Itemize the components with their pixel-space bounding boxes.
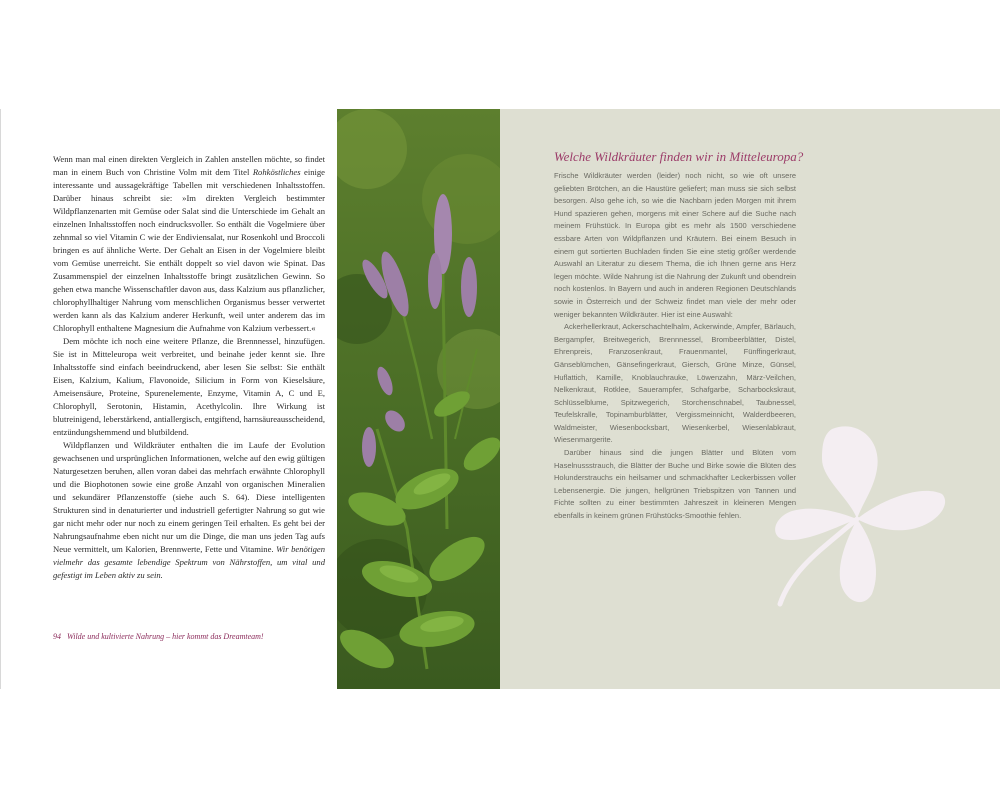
book-spread (0, 109, 1000, 689)
left-paragraph-3: Wildpflanzen und Wildkräuter enthalten die im Laufe der Evolution gewachsenen und ursprünglichen Informationen, welche auf den ewig gültigen Naturgesetzen beruhen, allen voran dabei das mehrfach erwähnte Chlorophyll und die Biophotonen sowie eine große Anzahl von organischen Mineralien und sekundärer Pflanzenstoffe (siehe auch S. 64). Diese intelligenten Strukturen sind in denaturierter und industriell gefertigter Nahrung so gut wie gar nicht mehr oder nur noch zu einem geringen Teil erhalten. Es geht bei der Nahrungsaufnahme eben nicht nur um die Dinge, die man uns jeden Tag aufs Neue vermittelt, um Kalorien, Brennwerte, Fette und Vitamine. Wir benötigen vielmehr das gesamte lebendige Spektrum von Nährstoffen, um vital und gefestigt im Leben aktiv zu sein. (53, 440, 325, 580)
page-footer (53, 632, 323, 641)
right-paragraph-1: Frische Wildkräuter werden (leider) noch nicht, so wie oft unsere geliebten Brötchen, an die Haustüre geliefert; man muss sie sich selbst besorgen. Also gehe ich, so wie die Nachbarn jeden Morgen mit ihrem Hund spazieren gehen, morgens mit einer Schere auf die Suche nach meinem Frühstück. In Europa gibt es mehr als 1500 verschiedene essbare Arten von Wildpflanzen und Kräutern. Bei einem Besuch in einem gut sortierten Buchladen finden Sie eine stetig größer werdende Auswahl an Literatur zu diesem Thema, die ich Ihnen gerne ans Herz legen möchte. Wilde Nahrung ist die Nahrung der Zukunft und obendrein noch kostenlos. In Bayern und auch in anderen Regionen Deutschlands sowie in Österreich und der Schweiz findet man viele der mehr oder weniger bekannten Wildkräuter. Hier ist eine Auswahl: (554, 171, 796, 319)
left-body-text (53, 153, 325, 582)
right-page (500, 109, 1000, 689)
left-page (0, 109, 336, 689)
left-paragraph-1: Wenn man mal einen direkten Vergleich in Zahlen anstellen möchte, so findet man in einem Buch von Christine Volm mit dem Titel Rohköstliches einige interessante und aussagekräftige Tabellen mit verschiedenen Inhaltsstoffen. Darüber hinaus schreibt sie: »Im direkten Vergleich bestimmter Wildpflanzenarten mit Gemüse oder Salat sind die Unterschiede im Gehalt an einzelnen Inhaltsstoffen noch eindrucksvoller. So enthält die Vogelmiere über zehnmal so viel Vitamin C wie der Endiviensalat, nur Rosenkohl und Broccoli bringen es auf ähnliche Werte. Der Gehalt an Eisen in der Vogelmiere bleibt vom Gemüse unerreicht. Sie enthält doppelt so viel davon wie Spinat. Das Zusammenspiel der einzelnen Inhaltsstoffe bringt zusätzlichen Gewinn. So gehen etwa manche Wissenschaftler davon aus, dass Kalzium aus pflanzlicher, chlorophyllhaltiger Nahrung vom menschlichen Organismus besser verwertet werden kann als das Kalzium anderer Herkunft, weil unter anderem das im Chlorophyll enthaltene Magnesium die Aufnahme von Kalzium verbessert.« (53, 154, 325, 333)
book-title: Rohköstliches (252, 167, 301, 177)
closing-sentence: Wir benötigen vielmehr das gesamte lebendige Spektrum von Nährstoffen, um vital und gefestigt im Leben aktiv zu sein. (53, 544, 325, 580)
section-title: Welche Wildkräuter finden wir in Mitteleuropa? (554, 149, 804, 164)
running-title: Wilde und kultivierte Nahrung – hier kommt das Dreamteam! (67, 632, 264, 641)
mint-flower-photo (337, 109, 500, 689)
right-paragraph-3: Darüber hinaus sind die jungen Blätter und Blüten vom Haselnussstrauch, die Blätter der Buche und Birke sowie die Blüten des Holunderstrauchs ein heilsamer und schmackhafter Leckerbissen voller Lebensenergie. Die jungen, hellgrünen Triebspitzen von Tannen und Fichte sollten zu einer bestimmten Jahreszeit in kleineren Mengen ebenfalls in keinem grünen Frühstücks-Smoothie fehlen. (554, 448, 796, 521)
herb-list-paragraph: Ackerhellerkraut, Ackerschachtelhalm, Ackerwinde, Ampfer, Bärlauch, Bergampfer, Breitwegerich, Brennnessel, Brombeerblätter, Distel, Ehrenpreis, Franzosenkraut, Frauenmantel, Fünffingerkraut, Gänseblümchen, Gänsefingerkraut, Giersch, Grüne Minze, Günsel, Huflattich, Kamille, Knoblauchrauke, Löwenzahn, März-Veilchen, Nelkenkraut, Rotklee, Sauerampfer, Schafgarbe, Scharbockskraut, Schlüsselblume, Spitzwegerich, Storchenschnabel, Taubnessel, Teufelskralle, Topinamburblätter, Vergissmeinnicht, Walderdbeeren, Waldmeister, Wiesenbocksbart, Wiesenkerbel, Wiesenlabkraut, Wiesenmargerite. (554, 322, 796, 445)
decorative-flower-icon (762, 419, 952, 619)
mint-plant-illustration (337, 109, 500, 689)
right-body-text (554, 170, 796, 523)
left-paragraph-2: Dem möchte ich noch eine weitere Pflanze, die Brennnessel, hinzufügen. Sie ist in Mitteleuropa weit verbreitet, und beinahe jeder kennt sie. Ihre Inhaltsstoffe sind einfach beeindruckend, aber lesen Sie selbst: Sie enthält Eisen, Kalzium, Kalium, Flavonoide, Silicium in Form von Kieselsäure, Ameisensäure, Proteine, Spurenelemente, Enzyme, Vitamin A, C und E, Chlorophyll, Serotonin, Histamin, Acethylcolin. Ihre Wirkung ist blutreinigend, leberstärkend, antiallergisch, entgiftend, harnsäureausscheidend, entzündungshemmend und blutbildend. (53, 336, 325, 437)
page-number: 94 (53, 632, 61, 641)
